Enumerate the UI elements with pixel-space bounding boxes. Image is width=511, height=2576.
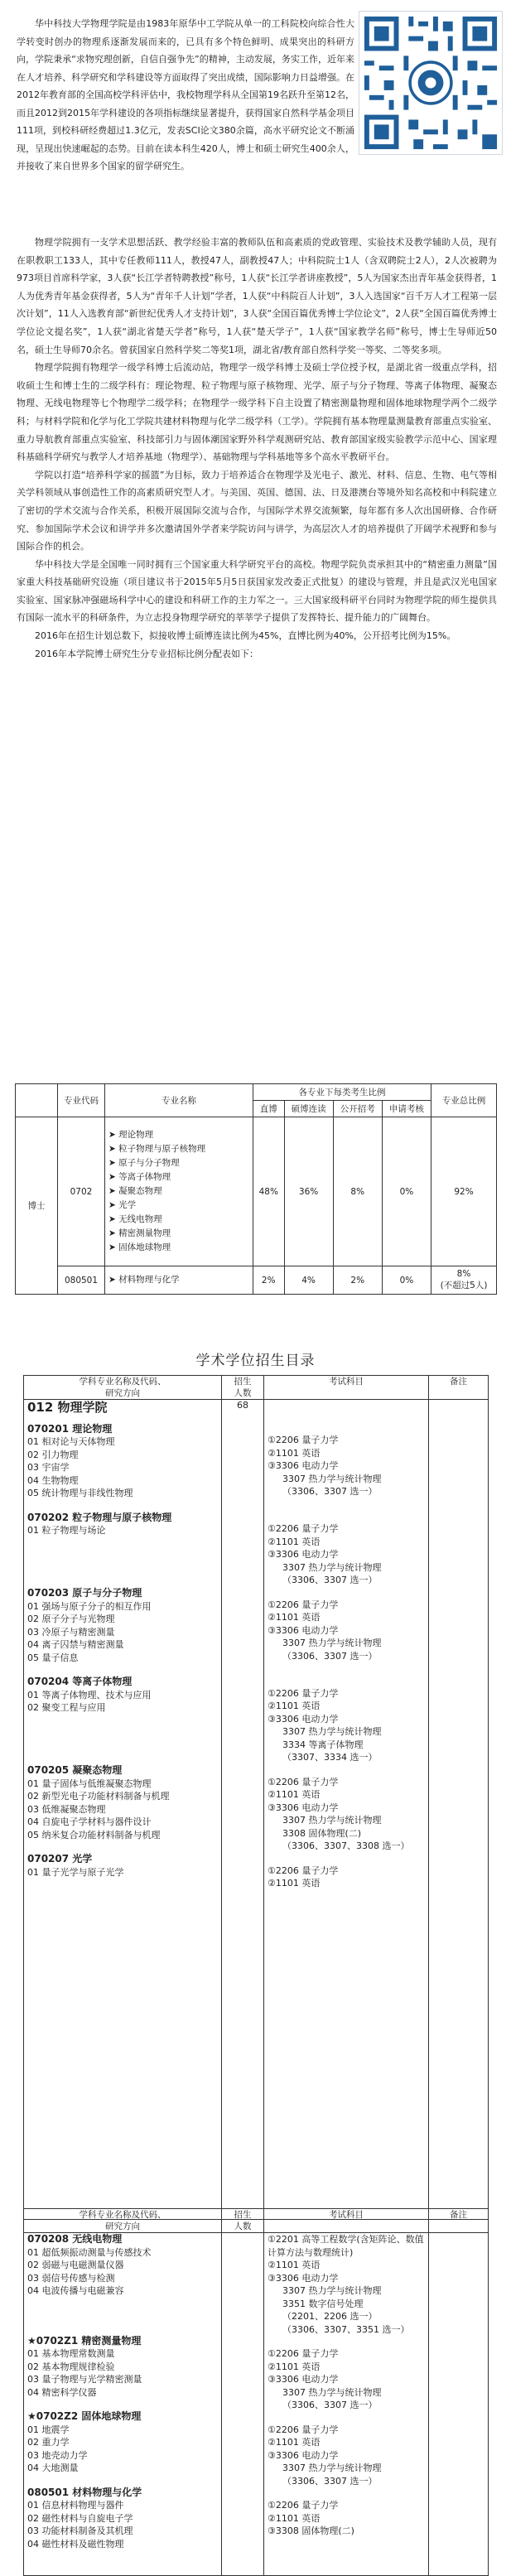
research-direction: 01 量子固体与低维凝聚态物理 <box>27 1778 152 1789</box>
research-direction: 01 量子光学与原子光学 <box>27 1866 124 1878</box>
exam-block <box>268 2499 425 2564</box>
exam-subject: 3307 热力学与统计物理 <box>282 1473 382 1484</box>
quota-header: 各专业下每类考生比例 <box>253 1084 431 1101</box>
quota-header: 公开招考 <box>333 1101 382 1117</box>
exam-subject: ③3306 电动力学 <box>268 1713 339 1725</box>
research-direction: 01 相对论与天体物理 <box>27 1436 115 1447</box>
exam-subject: （3306、3307 选一） <box>282 1650 378 1662</box>
exam-subject: ③3306 电动力学 <box>268 1802 339 1813</box>
exam-block <box>268 1522 425 1587</box>
major-title: 080501 材料物理与化学 <box>27 2486 142 2498</box>
catalog-header: 备注 <box>429 2209 489 2233</box>
major-block <box>27 1512 218 1576</box>
exam-block <box>268 2347 425 2412</box>
exam-subject: （3306、3307 选一） <box>282 2475 378 2487</box>
exam-block <box>268 1864 425 1890</box>
major-item: ➤ 固体地球物理 <box>108 1242 171 1252</box>
research-direction: 02 重力学 <box>27 2437 70 2448</box>
exam-subject: ③3306 电动力学 <box>268 1460 339 1471</box>
quota-cell: 36% <box>284 1117 333 1266</box>
exam-subject: （2201、2206 选一） <box>282 2311 378 2322</box>
major-item: ➤ 光学 <box>108 1200 137 1210</box>
research-direction: 03 冷原子与精密测量 <box>27 1626 115 1638</box>
major-title: 070207 光学 <box>27 1853 93 1864</box>
catalog-table-1 <box>23 1375 489 2220</box>
research-direction: 04 电波传播与电磁兼容 <box>27 2285 124 2296</box>
exam-subject: 3334 等离子体物理 <box>282 1739 364 1750</box>
major-item: ➤ 粒子物理与原子核物理 <box>108 1144 206 1154</box>
exam-subject: 3307 热力学与统计物理 <box>282 2386 382 2398</box>
catalog-header: 学科专业名称及代码、 研究方向 <box>24 1376 222 1400</box>
exam-subject: ①2206 量子力学 <box>268 2348 339 2359</box>
major-title: 070205 凝聚态物理 <box>27 1764 123 1776</box>
body-paragraph: 物理学院拥有物理学一级学科博士后流动站，物理学一级学科博士及硕士学位授予权，是湖北省一级重点学科，招收硕士生和博士生的二级学科有：理论物理、粒子物理与原子核物理、光学、原子与分子物理、等离子体物理、凝聚态物理、无线电物理等七个物理学二级学科；在物理学一级学科下自主设置了精密测量物理和固体地球物理学两个二级学科；与材料学院和化学与化工学院共建材料物理与化学二级学科（工学）。学院拥有基本物理量测量教育部重点实验室、重力导航教育部重点实验室、科技部引力与固体潮国家野外科学观测研究站、教育部国家级实验教学示范中心、国家理科基础科学研究与教学人才培养基地（物理学）、基础物理与学科基地等多个高水平教研平台。 <box>17 362 497 463</box>
major-title: 070208 无线电物理 <box>27 2233 123 2245</box>
quota-level: 博士 <box>16 1117 58 1295</box>
qr-code-icon <box>359 12 502 154</box>
research-direction: 03 功能材料制备及其机理 <box>27 2525 133 2536</box>
major-block <box>27 1423 218 1500</box>
major-block <box>27 2410 218 2475</box>
major-block <box>27 1587 218 1664</box>
exam-subject: （3306、3307 选一） <box>282 1486 378 1497</box>
exam-block <box>268 1434 425 1511</box>
research-direction: 02 新型光电子功能材料制备与机理 <box>27 1791 170 1802</box>
quota-cell: 4% <box>284 1266 333 1295</box>
exam-subject: ②1101 英语 <box>268 1789 321 1800</box>
exam-subject: ②1101 英语 <box>268 1447 321 1459</box>
quota-cell: 0% <box>382 1266 431 1295</box>
major-item: ➤ 等离子体物理 <box>108 1172 171 1182</box>
catalog-remark <box>429 1400 489 2220</box>
qr-code-image <box>359 11 503 155</box>
catalog-exams <box>264 1400 429 2220</box>
exam-subject: （3307、3334 选一） <box>282 1752 378 1763</box>
research-direction: 02 弱磁与电磁测量仪器 <box>27 2260 124 2270</box>
major-title: 070202 粒子物理与原子核物理 <box>27 1511 172 1523</box>
major-block <box>27 2335 218 2400</box>
research-direction: 01 基本物理常数测量 <box>27 2348 115 2359</box>
quota-cell: 2% <box>333 1266 382 1295</box>
major-item: ➤ 理论物理 <box>108 1130 154 1140</box>
major-block <box>27 1853 218 1879</box>
major-title: 070203 原子与分子物理 <box>27 1587 142 1599</box>
exam-subject: 3307 热力学与统计物理 <box>282 1815 382 1826</box>
research-direction: 02 磁性材料与自旋电子学 <box>27 2512 133 2524</box>
quota-major-list: ➤ 材料物理与化学 <box>105 1266 253 1295</box>
research-direction: 02 基本物理规律检验 <box>27 2361 115 2372</box>
intro-text <box>17 15 354 176</box>
exam-subject: 3307 热力学与统计物理 <box>282 1726 382 1737</box>
body-paragraph: 华中科技大学是全国唯一同时拥有三个国家重大科学研究平台的高校。物理学院负责承担其中的“精密重力测量”国家重大科技基础研究设施（项目建议书于2015年5月5日获国家发改委正式批复）的建设与管理，并且是武汉光电国家实验室、国家脉冲强磁场科学中心的建设和科研工作的主力军之一。三大国家级科研平台同时为物理学院的师生提供具有国际一流水平的科研条件，为立志投身物理学研究的莘莘学子提供了发挥特长、提升能力的广阔舞台。 <box>17 558 497 624</box>
catalog-title: 学术学位招生目录 <box>195 1353 316 1369</box>
research-direction: 02 聚变工程与应用 <box>27 1702 106 1713</box>
exam-subject: 3351 数字信号处理 <box>282 2298 364 2309</box>
research-direction: 04 离子囚禁与精密测量 <box>27 1639 124 1650</box>
quota-cell: 2% <box>253 1266 285 1295</box>
exam-block <box>268 1776 425 1853</box>
research-direction: 05 纳米复合功能材料制备与机理 <box>27 1829 161 1840</box>
quota-cell: 8% (不超过5人) <box>431 1266 497 1295</box>
quota-cell: 48% <box>253 1117 285 1266</box>
quota-cell: 92% <box>431 1117 497 1266</box>
exam-block <box>268 1599 425 1676</box>
quota-major-list <box>105 1117 253 1266</box>
research-direction: 01 强场与原子分子的相互作用 <box>27 1600 152 1612</box>
catalog-exams <box>264 2233 429 2576</box>
exam-subject: ②1101 英语 <box>268 2361 321 2372</box>
exam-subject: ①2206 量子力学 <box>268 1687 339 1699</box>
exam-subject: 3307 热力学与统计物理 <box>282 1561 382 1573</box>
research-direction: 03 弱信号传感与检测 <box>27 2272 115 2284</box>
research-direction: 02 原子分子与光物理 <box>27 1614 115 1624</box>
research-direction: 05 量子信息 <box>27 1652 79 1663</box>
research-direction: 01 粒子物理与场论 <box>27 1525 106 1536</box>
research-direction: 03 低维凝聚态物理 <box>27 1803 106 1815</box>
major-item: ➤ 原子与分子物理 <box>108 1158 180 1168</box>
plan-text: 2016年在招生计划总数下，拟接收博士硕博连读比例为45%，直博比例为40%，公开招考比例为15%。 <box>35 630 456 642</box>
major-block <box>27 2487 218 2551</box>
quota-header: 直博 <box>253 1101 285 1117</box>
exam-subject: ②1101 英语 <box>268 1536 321 1547</box>
exam-block <box>268 2233 425 2336</box>
catalog-header: 备注 <box>429 1376 489 1400</box>
exam-subject: 3307 热力学与统计物理 <box>282 2285 382 2296</box>
enroll-count <box>222 2233 264 2576</box>
exam-subject: ①2206 量子力学 <box>268 1523 339 1534</box>
research-direction: 01 等离子体物理、技术与应用 <box>27 1689 152 1700</box>
exam-subject: 3307 热力学与统计物理 <box>282 1638 382 1648</box>
quota-header: 专业名称 <box>105 1084 253 1117</box>
research-direction: 01 超低频振动测量与传感技术 <box>27 2246 152 2258</box>
catalog-header: 招生 人数 <box>222 1376 264 1400</box>
exam-subject: ②1101 英语 <box>268 1612 321 1623</box>
quota-code: 0702 <box>58 1117 105 1266</box>
exam-subject: ②1101 英语 <box>268 2512 321 2524</box>
exam-subject: ②1101 英语 <box>268 1700 321 1711</box>
exam-subject: ②1101 英语 <box>268 2260 321 2270</box>
research-direction: 03 地壳动力学 <box>27 2449 88 2461</box>
exam-subject: （3306、3307 选一） <box>282 1575 378 1585</box>
catalog-header: 学科专业名称及代码、 研究方向 <box>24 2209 222 2233</box>
research-direction: 04 大地测量 <box>27 2463 79 2473</box>
exam-subject: ①2206 量子力学 <box>268 1864 339 1876</box>
major-title: 070204 等离子体物理 <box>27 1676 133 1687</box>
major-item: ➤ 无线电物理 <box>108 1214 162 1224</box>
plan-text: 2016年本学院博士研究生分专业招标比例分配表如下： <box>35 648 258 659</box>
catalog-header: 考试科目 <box>264 1376 429 1400</box>
exam-subject: ①2206 量子力学 <box>268 1776 339 1787</box>
quota-header: 申请考核 <box>382 1101 431 1117</box>
quota-code: 080501 <box>58 1266 105 1295</box>
exam-subject: ①2206 量子力学 <box>268 2424 339 2435</box>
exam-subject: ①2201 高等工程数学(含矩阵论、数值计算方法与数理统计) <box>268 2234 424 2258</box>
exam-subject: ③3306 电动力学 <box>268 2449 339 2461</box>
catalog-header: 考试科目 <box>264 2209 429 2233</box>
major-title: ★0702Z1 精密测量物理 <box>27 2334 142 2347</box>
quota-header: 硕博连读 <box>284 1101 333 1117</box>
research-direction: 03 宇宙学 <box>27 1462 70 1473</box>
quota-table <box>15 1083 497 1295</box>
major-block <box>27 2233 218 2323</box>
research-direction: 04 精密科学仪器 <box>27 2386 97 2398</box>
quota-header: 专业总比例 <box>431 1084 497 1117</box>
research-direction: 04 自旋电子学材料与器件设计 <box>27 1816 152 1827</box>
exam-subject: ③3306 电动力学 <box>268 2272 339 2284</box>
body-paragraph: 物理学院拥有一支学术思想活跃、教学经验丰富的教师队伍和高素质的党政管理、实验技术及教学辅助人员，现有在职教职工133人，其中专任教师111人，教授47人，副教授47人；中科院院士1人（含双聘院士2人），2人次被聘为973项目首席科学家，3人获“长江学者特聘教授”称号，1人获“长江学者讲座教授”，5人为国家杰出青年基金获得者，1人为优秀青年基金获得者，5人为“青年千人计划”学者，1人获“中科院百人计划”，3人入选国家“百千万人才工程第一层次计划”，11人入选教育部“新世纪优秀人才支持计划”，3人获“全国百篇优秀博士学位论文”，2人获“全国百篇优秀博士学位论文提名奖”，1人获“湖北省楚天学者”称号，1人获“楚天学子”，1人获“国家教学名师”称号，博士生导师近50名，硕士生导师70余名。曾获国家自然科学奖二等奖1项，湖北省/教育部自然科学奖一等奖、二等奖多项。 <box>17 237 497 355</box>
exam-block <box>268 2424 425 2488</box>
major-block <box>27 1676 218 1753</box>
exam-subject: （3306、3307、3308 选一） <box>282 1840 410 1851</box>
research-direction: 01 信息材料物理与器件 <box>27 2500 124 2511</box>
research-direction: 02 引力物理 <box>27 1449 79 1460</box>
exam-subject: ②1101 英语 <box>268 1878 321 1889</box>
dept-title: 012 物理学院 <box>27 1400 108 1415</box>
exam-subject: 3307 热力学与统计物理 <box>282 2463 382 2473</box>
major-title: 070201 理论物理 <box>27 1422 113 1435</box>
catalog-majors <box>24 1400 222 2220</box>
exam-subject: （3306、3307、3351 选一） <box>282 2323 410 2335</box>
exam-subject: ①2206 量子力学 <box>268 2500 339 2511</box>
quota-header: 专业代码 <box>58 1084 105 1117</box>
exam-subject: ③3306 电动力学 <box>268 1549 339 1560</box>
exam-subject: 3308 固体物理(二) <box>282 1827 362 1839</box>
body-paragraph: 学院以打造“培养科学家的摇篮”为目标，致力于培养适合在物理学及光电子、激光、材料、信息、生物、电气等相关学科领域从事创造性工作的高素质研究型人才。与美国、英国、德国、法、日及港澳台等境外知名高校和中科院建立了密切的学术交流与合作关系，积极开展国际交流与合作，与国际学术界交流频繁，每年都有多人次出国研修、合作研究、参加国际学术会议和讲学并多次邀请国外学者来学院访问与讲学，为高层次人才的培养提供了开阔学术视野和参与国际合作的机会。 <box>17 469 497 552</box>
major-item: ➤ 精密测量物理 <box>108 1228 171 1238</box>
exam-block <box>268 1687 425 1764</box>
catalog-majors <box>24 2233 222 2576</box>
research-direction: 04 生物物理 <box>27 1474 79 1486</box>
exam-subject: （3306、3307 选一） <box>282 2400 378 2410</box>
enroll-count: 68 <box>222 1400 264 2220</box>
exam-subject: ①2206 量子力学 <box>268 1599 339 1610</box>
quota-header <box>16 1084 58 1117</box>
catalog-remark <box>429 2233 489 2576</box>
quota-cell: 8% <box>333 1117 382 1266</box>
catalog-header: 招生 人数 <box>222 2209 264 2233</box>
research-direction: 04 磁性材料及磁性物理 <box>27 2538 124 2549</box>
research-direction: 01 地震学 <box>27 2424 70 2435</box>
quota-cell: 0% <box>382 1117 431 1266</box>
major-item: ➤ 凝聚态物理 <box>108 1186 162 1196</box>
research-direction: 05 统计物理与非线性物理 <box>27 1488 133 1498</box>
exam-subject: ①2206 量子力学 <box>268 1435 339 1445</box>
catalog-table-2 <box>23 2208 489 2576</box>
exam-subject: ③3306 电动力学 <box>268 2374 339 2385</box>
exam-subject: ②1101 英语 <box>268 2437 321 2448</box>
exam-subject: ③3308 固体物理(二) <box>268 2525 354 2536</box>
major-title: ★0702Z2 固体地球物理 <box>27 2410 142 2422</box>
major-block <box>27 1764 218 1841</box>
research-direction: 03 量子物理与光学精密测量 <box>27 2374 142 2385</box>
body-text <box>17 234 497 663</box>
intro-paragraph: 华中科技大学物理学院是由1983年原华中工学院从单一的工科院校向综合性大学转变时创办的物理系逐渐发展而来的，已具有多个特色鲜明、成果突出的科研方向，学院秉承“求物究理创新，自信自强争先”的精神，主动发展，务实工作，近年来在人才培养、科学研究和学科建设等方面取得了突出成绩，国际影响力日益增强。在2012年教育部的全国高校学科评估中，我校物理学科从全国第19名跃升至第12名，而且2012到2015年学科建设的各项指标继续显著提升，获得国家自然科学基金项目111项，到校科研经费超过1.3亿元，发表SCI论文380余篇，高水平研究论文不断涌现，呈现出快速崛起的态势。目前在读本科生420人，博士和硕士研究生400余人，并接收了来自世界多个国家的留学研究生。 <box>17 18 354 171</box>
exam-subject: ③3306 电动力学 <box>268 1624 339 1636</box>
